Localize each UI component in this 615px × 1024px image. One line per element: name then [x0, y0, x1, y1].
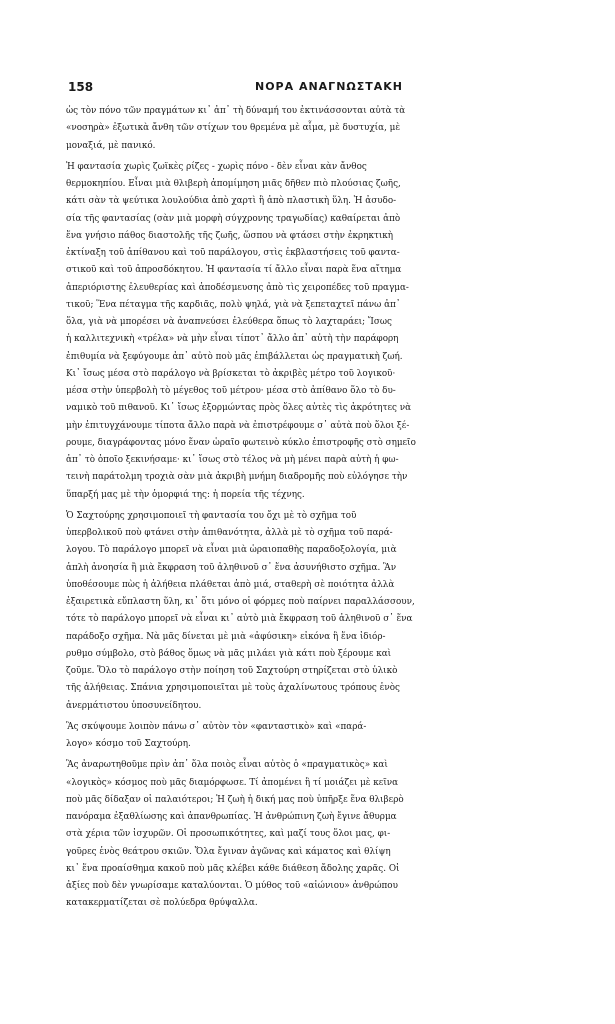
text-line: στὰ χέρια τῶν ἰσχυρῶν. Οἱ προσωπικότητες, καὶ μαζί τους ὅλοι μας, φι- [66, 829, 391, 840]
text-line: κάτι σὰν τὰ ψεύτικα λουλούδια ἀπὸ χαρτὶ ἢ ἀπὸ πλαστικὴ ὕλη. Ἡ ἀσυδο- [66, 196, 397, 207]
text-line: ναμικὸ τοῦ πιθανοῦ. Κι᾿ ἴσως ἐξορμώντας πρὸς ὅλες αὐτὲς τὶς ἀκρότητες νὰ [66, 403, 412, 414]
text-line: ὕπαρξή μας μὲ τὴν ὁμορφιά της: ἡ πορεία τῆς τέχνης. [66, 489, 305, 500]
text-line: λογο» κόσμο τοῦ Σαχτούρη. [66, 739, 191, 749]
text-line: θερμοκηπίου. Εἶναι μιὰ θλιβερὴ ἀπομίμηση μιᾶς δῆθεν πιὸ πλούσιας ζωῆς, [66, 179, 401, 189]
text-line: Ἂς σκύψουμε λοιπὸν πάνω σ᾿ αὐτὸν τὸν «φανταστικὸ» καὶ «παρά- [66, 721, 367, 732]
paragraph [66, 103, 596, 155]
paragraph [66, 757, 596, 912]
text-line: «λογικὸς» κόσμος ποὺ μᾶς διαμόρφωσε. Τί ἀπομένει ἢ τί μοιάζει μὲ κεῖνα [66, 777, 399, 788]
text-line: πανόραμα ἐξαθλίωσης καὶ ἀπανθρωπίας. Ἡ ἀνθρώπινη ζωὴ ἔγινε ἄθυρμα [66, 812, 397, 822]
text-line: γοῦρες ἑνὸς θεάτρου σκιῶν. Ὅλα ἔγιναν ἀγῶνας καὶ κάματος καὶ θλίψη [66, 846, 391, 857]
text-line: ποὺ μᾶς δίδαξαν οἱ παλαιότεροι; Ἡ ζωὴ ἡ δική μας ποὺ ὑπῆρξε ἕνα θλιβερὸ [66, 794, 404, 805]
text-line: ἀπ᾿ τὸ ὁποῖο ξεκινήσαμε· κι᾿ ἴσως στὸ τέλος νὰ μὴ μένει παρὰ αὐτὴ ἡ φω- [66, 455, 399, 465]
text-line: σία τῆς φαντασίας (σὰν μιὰ μορφὴ σύγχρονης τραγωδίας) καθαίρεται ἀπὸ [66, 213, 401, 224]
text-line: ἡ καλλιτεχνικὴ «τρέλα» νὰ μὴν εἶναι τίποτ᾿ ἄλλο ἀπ᾿ αὐτὴ τὴν παράφορη [66, 334, 399, 345]
text-line: ρυθμο σύμβολο, στὸ βάθος ὅμως νὰ μᾶς μιλάει γιὰ κάτι ποὺ ξέρουμε καὶ [66, 648, 392, 659]
text-line: ρουμε, διαγράφοντας μόνο ἕναν ὡραῖο φωτεινὸ κύκλο ἐπιστροφῆς στὸ σημεῖο [66, 437, 416, 448]
text-line: τεινὴ παράτολμη τροχιὰ σὰν μιὰ ἀκριβὴ μνήμη διαδρομῆς ποὺ εὐλόγησε τὴν [66, 472, 408, 483]
text-line: «νοσηρὰ» ἐξωτικὰ ἄνθη τῶν στίχων του θρεμένα μὲ αἷμα, μὲ δυστυχία, μὲ [66, 123, 401, 134]
running-head: ΝΟΡΑ ΑΝΑΓΝΩΣΤΑΚΗ [254, 80, 404, 93]
text-line: ὑποθέσουμε πὼς ἡ ἀλήθεια πλάθεται ἀπὸ μιά, σταθερὴ σὲ ποιότητα ἀλλὰ [66, 579, 395, 590]
text-line: λογου. Τὸ παράλογο μπορεῖ νὰ εἶναι μιὰ ὡραιοπαθὴς παραδοξολογία, μιὰ [66, 545, 397, 556]
paragraph [66, 508, 596, 715]
text-line: ἁπλὴ ἀνοησία ἢ μιὰ ἔκφραση τοῦ ἀληθινοῦ σ᾿ ἕνα ἀσυνήθιστο σχῆμα. Ἂν [66, 562, 397, 573]
text-line: Ἂς ἀναρωτηθοῦμε πρὶν ἀπ᾿ ὅλα ποιὸς εἶναι αὐτὸς ὁ «πραγματικὸς» καὶ [66, 760, 388, 771]
page-number: 158 [68, 80, 94, 94]
paragraph [66, 719, 596, 754]
text-line: παράδοξο σχῆμα. Νὰ μᾶς δίνεται μὲ μιὰ «ἀφύσικη» εἰκόνα ἢ ἕνα ἰδιόρ- [66, 631, 386, 642]
text-line: μοναξιά, μὲ πανικό. [66, 140, 156, 151]
page-header [68, 60, 590, 94]
text-line: ὑπερβολικοῦ ποὺ φτάνει στὴν ἀπιθανότητα, ἀλλὰ μὲ τὸ σχῆμα τοῦ παρά- [66, 528, 393, 538]
text-line: μέσα στὴν ὑπερβολὴ τὸ μέγεθος τοῦ μέτρου· μέσα στὸ ἀπίθανο ὅλο τὸ δυ- [66, 386, 396, 396]
text-line: ἀνερμάτιστου ὑποσυνείδητου. [66, 700, 202, 711]
text-line: κι᾿ ἕνα προαίσθημα κακοῦ ποὺ μᾶς κλέβει κάθε διάθεση ἄδολης χαρᾶς. Οἱ [66, 863, 400, 874]
text-line: Ἡ φαντασία χωρὶς ζωϊκὲς ρίζες - χωρὶς πόνο - δὲν εἶναι κὰν ἄνθος [66, 161, 367, 172]
text-line: ἀπεριόριστης ἐλευθερίας καὶ ἀποδέσμευσης ἀπὸ τὶς χειροπέδες τοῦ πραγμα- [66, 282, 409, 293]
text-line: ἕνα γνήσιο πάθος διαστολῆς τῆς ζωῆς, ὥσπου νὰ φτάσει στὴν ἐκρηκτικὴ [66, 230, 394, 241]
text-line: μὴν ἐπιτυγχάνουμε τίποτα ἄλλο παρὰ νὰ ἐπιστρέφουμε σ᾿ αὐτὰ ποὺ ὅλοι ξέ- [66, 420, 410, 431]
text-line: τότε τὸ παράλογο μπορεῖ νὰ εἶναι κι᾿ αὐτὸ μιὰ ἔκφραση τοῦ ἀληθινοῦ σ᾿ ἕνα [66, 614, 413, 625]
text-line: ἐπιθυμία νὰ ξεφύγουμε ἀπ᾿ αὐτὸ ποὺ μᾶς ἐπιβάλλεται ὡς πραγματικὴ ζωή. [66, 351, 403, 362]
paragraph [66, 159, 596, 504]
text-line: Κι᾿ ἴσως μέσα στὸ παράλογο νὰ βρίσκεται τὸ ἀκριβὲς μέτρο τοῦ λογικοῦ· [66, 368, 396, 379]
text-line: Ὁ Σαχτούρης χρησιμοποιεῖ τὴ φαντασία του ὄχι μὲ τὸ σχῆμα τοῦ [66, 510, 357, 521]
text-line: ὡς τὸν πόνο τῶν πραγμάτων κι᾿ ἀπ᾿ τὴ δύναμή του ἐκτινάσσονται αὐτὰ τὰ [66, 106, 406, 116]
text-line: ὅλα, γιὰ νὰ μπορέσει νὰ ἀναπνεύσει ἐλεύθερα ὅπως τὸ λαχταράει; Ἴσως [66, 317, 392, 327]
body-text [66, 103, 596, 913]
text-line: τῆς ἀλήθειας. Σπάνια χρησιμοποιεῖται μὲ τοὺς ἀχαλίνωτους τρόπους ἑνὸς [66, 683, 400, 694]
text-line: κατακερματίζεται σὲ πολύεδρα θρύψαλλα. [66, 898, 258, 909]
text-line: ζοῦμε. Ὅλο τὸ παράλογο στὴν ποίηση τοῦ Σαχτούρη στηρίζεται στὸ ὑλικὸ [66, 666, 398, 676]
text-line: τικοῦ; Ἕνα πέταγμα τῆς καρδιᾶς, πολὺ ψηλά, γιὰ νὰ ξεπεταχτεῖ πάνω ἀπ᾿ [66, 299, 401, 310]
text-line: ἐκτίναξη τοῦ ἀπίθανου καὶ τοῦ παράλογου, στὶς ἐκβλαστήσεις τοῦ φαντα- [66, 248, 400, 258]
text-line: στικοῦ καὶ τοῦ ἀπροσδόκητου. Ἡ φαντασία τί ἄλλο εἶναι παρὰ ἕνα αἴτημα [66, 265, 402, 276]
text-line: ἐξαιρετικὰ εὔπλαστη ὕλη, κι᾿ ὅτι μόνο οἱ φόρμες ποὺ παίρνει παραλλάσσουν, [66, 597, 415, 607]
text-line: ἀξίες ποὺ δὲν γνωρίσαμε καταλύονται. Ὁ μύθος τοῦ «αἰώνιου» ἀνθρώπου [66, 881, 398, 891]
